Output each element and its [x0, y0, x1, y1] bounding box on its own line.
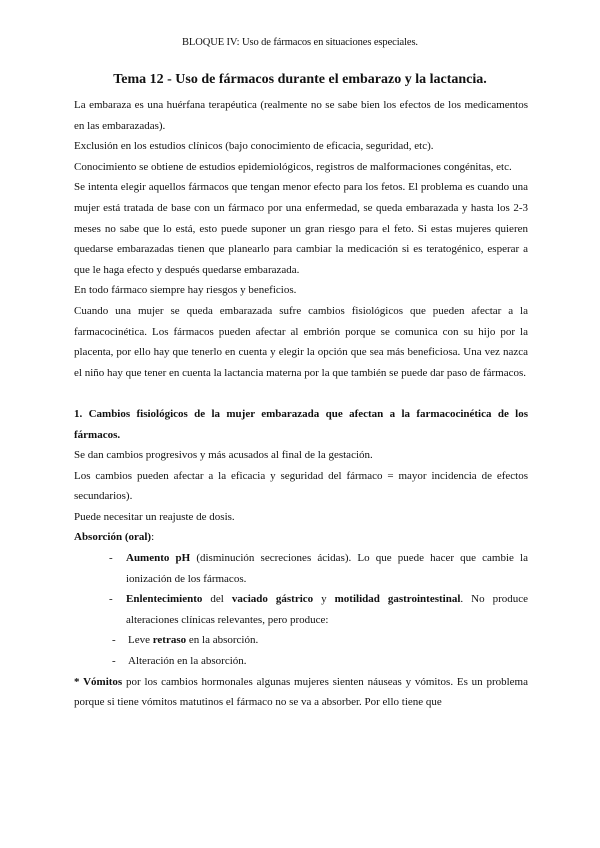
sub-list-item: - Alteración en la absorción. [112, 651, 528, 672]
absorcion-line [74, 527, 528, 548]
page-header: BLOQUE IV: Uso de fármacos en situaciones especiales. [182, 37, 418, 48]
bold-term: motilidad gastrointestinal [334, 593, 461, 606]
list-item [109, 589, 528, 630]
list-item-text: . No produce alteraciones clínicas relevantes, pero produce: [126, 593, 528, 626]
absorcion-sublist [74, 630, 528, 671]
absorcion-list [74, 548, 528, 630]
absorcion-label: Absorción (oral) [74, 531, 152, 544]
section-paragraph: Puede necesitar un reajuste de dosis. [74, 510, 235, 523]
list-item [109, 548, 528, 589]
vomitos-paragraph [74, 672, 528, 713]
bold-term: Aumento pH [126, 552, 191, 565]
section-paragraph: Los cambios pueden afectar a la eficacia y seguridad del fármaco = mayor incidencia de efectos secundarios). [74, 469, 528, 503]
section-paragraph: Se dan cambios progresivos y más acusados al final de la gestación. [74, 449, 373, 462]
list-item-text: Leve [128, 634, 153, 647]
sub-list-item [112, 630, 528, 651]
paragraph-text: por los cambios hormonales algunas mujeres sienten náuseas y vómitos. Es un problema porque si tiene vómitos matutinos el fármaco no se va a absorber. Por ello tiene que [74, 675, 528, 709]
list-item-text: y [313, 593, 335, 606]
intro-paragraph: Se intenta elegir aquellos fármacos que tengan menor efecto para los fetos. El problema es cuando una mujer está tratada de base con un fármaco por una enfermedad, se queda embarazada y hasta los 2-3 meses no sabe que lo está, esto puede suponer un gran riesgo para el feto. Si estas mujeres quieren quedarse embarazadas tienen que planearlo para cambiar la medicación si es teratogénico, esperar a que le haga efecto y después quedarse embarazada. [74, 181, 528, 276]
intro-paragraph: Conocimiento se obtiene de estudios epidemiológicos, registros de malformaciones congénitas, etc. [74, 160, 512, 173]
bold-term: retraso [152, 634, 187, 647]
intro-paragraph: Cuando una mujer se queda embarazada sufre cambios fisiológicos que pueden afectar a la farmacocinética. Los fármacos pueden afectar al embrión porque se comunica con su hijo por la placenta, por ello hay que tenerlo en cuenta y elegir la opción que sea más beneficiosa. Una vez nazca el niño hay que tener en cuenta la lactancia materna por la que también se puede dar paso de fármacos. [74, 304, 528, 379]
spacer [74, 383, 528, 404]
document-body [74, 95, 528, 713]
absorcion-colon: : [151, 531, 155, 544]
page-title: Tema 12 - Uso de fármacos durante el embarazo y la lactancia. [113, 72, 487, 87]
intro-paragraph: Exclusión en los estudios clínicos (bajo conocimiento de eficacia, seguridad, etc). [74, 140, 434, 153]
bold-term: Enlentecimiento [126, 593, 203, 606]
intro-paragraph: En todo fármaco siempre hay riesgos y beneficios. [74, 284, 297, 297]
vomitos-star: * [74, 675, 84, 688]
bold-term: vaciado gástrico [231, 593, 314, 606]
list-item-text: (disminución secreciones ácidas). Lo que puede hacer que cambie la ionización de los fármacos. [126, 552, 528, 585]
section-heading: 1. Cambios fisiológicos de la mujer embarazada que afectan a la farmacocinética de los fármacos. [74, 407, 528, 441]
bold-term: Vómitos [83, 675, 123, 688]
intro-paragraph: La embaraza es una huérfana terapéutica (realmente no se sabe bien los efectos de los medicamentos en las embarazadas). [74, 99, 528, 132]
list-item-text: del [202, 593, 232, 606]
list-item-text: en la absorción. [186, 634, 259, 647]
